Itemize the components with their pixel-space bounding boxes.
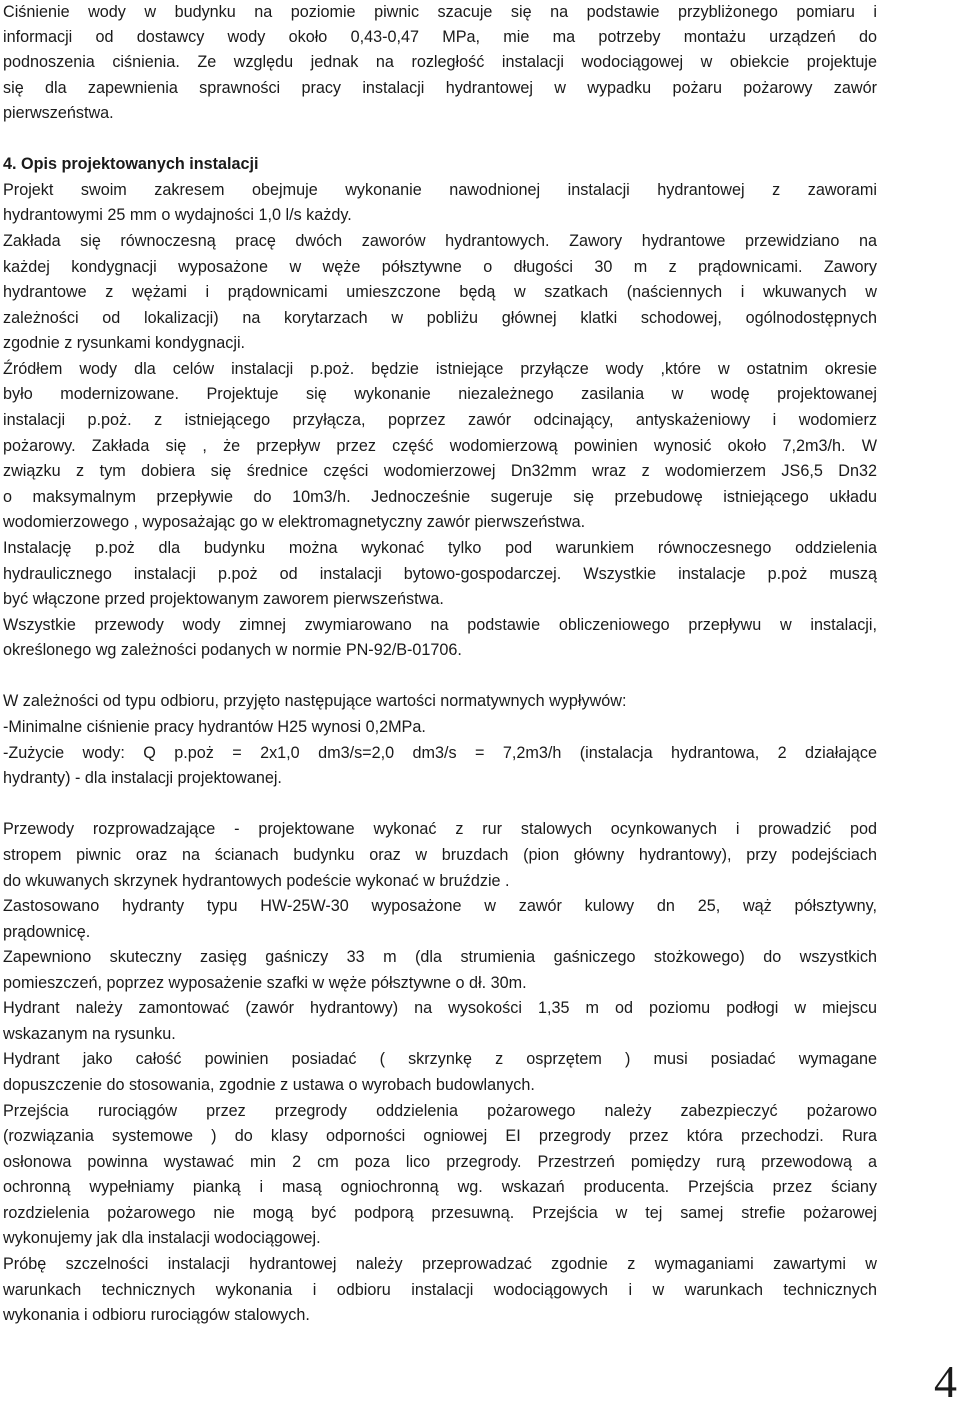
text-line: hydrantowe z wężami i prądownicami umieszczone będą w szatkach (naściennych i wkuwanych w — [3, 283, 877, 301]
text-line: Przewody rozprowadzające - projektowane wykonać z rur stalowych ocynkowanych i prowadzić pod — [3, 820, 877, 838]
text-line: Przejścia rurociągów przez przegrody oddzielenia pożarowego należy zabezpieczyć pożarowo — [3, 1102, 877, 1120]
text-line: Próbę szczelności instalacji hydrantowej należy przeprowadzać zgodnie z wymaganiami zawartymi w — [3, 1255, 877, 1273]
text-line: się dla zapewnienia sprawności pracy instalacji hydrantowej w wypadku pożaru pożarowy zawór — [3, 79, 877, 97]
section-heading: 4. Opis projektowanych instalacji — [3, 155, 259, 173]
text-line: każdej kondygnacji wyposażone w węże półsztywne o długości 30 m z prądownicami. Zawory — [3, 258, 877, 276]
text-line: osłonowa powinna wystawać min 2 cm poza lico przegrody. Przestrzeń pomiędzy rurą przewodową a — [3, 1153, 877, 1171]
text-line: wykonujemy jak dla instalacji wodociągowej. — [3, 1229, 321, 1247]
text-line: -Zużycie wody: Q p.poż = 2x1,0 dm3/s=2,0 dm3/s = 7,2m3/h (instalacja hydrantowa, 2 działające — [3, 744, 877, 762]
text-line: Źródłem wody dla celów instalacji p.poż. będzie istniejące przyłącze wody ,które w ostatnim okresie — [3, 360, 877, 378]
text-line: zgodnie z rysunkami kondygnacji. — [3, 334, 246, 352]
text-line: do wkuwanych skrzynek hydrantowych podeście wykonać w bruździe . — [3, 872, 510, 890]
page-number: 4 — [934, 1356, 957, 1407]
text-line: Zastosowano hydranty typu HW-25W-30 wyposażone w zawór kulowy dn 25, wąż półsztywny, — [3, 897, 877, 915]
text-line: dopuszczenie do stosowania, zgodnie z ustawa o wyrobach budowlanych. — [3, 1076, 535, 1094]
text-line: pożarowy. Zakłada się , że przepływ przez część wodomierzową powinien wynosić około 7,2m3/h. W — [3, 437, 877, 455]
text-line: hydranty) - dla instalacji projektowanej. — [3, 769, 282, 787]
text-line: pomieszczeń, poprzez wyposażenie szafki w węże półsztywne o dł. 30m. — [3, 974, 527, 992]
text-line: stropem piwnic oraz na ścianach budynku oraz w bruzdach (pion główny hydrantowy), przy podejściach — [3, 846, 877, 864]
text-line: Instalację p.poż dla budynku można wykonać tylko pod warunkiem równoczesnego oddzielenia — [3, 539, 877, 557]
text-line: informacji od dostawcy wody około 0,43-0,47 MPa, mie ma potrzeby montażu urządzeń do — [3, 28, 877, 46]
text-line: wskazanym na rysunku. — [3, 1025, 176, 1043]
text-line: warunkach technicznych wykonania i odbioru instalacji wodociągowych i w warunkach technicznych — [3, 1281, 877, 1299]
text-line: wykonania i odbioru rurociągów stalowych. — [3, 1306, 310, 1324]
text-line: pierwszeństwa. — [3, 104, 114, 122]
text-line: było modernizowane. Projektuje się wykonanie niezależnego zasilania w wodę projektowanej — [3, 385, 877, 403]
text-line: o maksymalnym przepływie do 10m3/h. Jednocześnie sugeruje się przebudowę istniejącego układu — [3, 488, 877, 506]
text-line: Zapewniono skuteczny zasięg gaśniczy 33 m (dla strumienia gaśniczego stożkowego) do wszystkich — [3, 948, 877, 966]
text-line: Hydrant jako całość powinien posiadać ( skrzynkę z osprzętem ) musi posiadać wymagane — [3, 1050, 877, 1068]
text-line: określonego wg zależności podanych w normie PN-92/B-01706. — [3, 641, 462, 659]
text-line: -Minimalne ciśnienie pracy hydrantów H25 wynosi 0,2MPa. — [3, 718, 426, 736]
text-line: Ciśnienie wody w budynku na poziomie piwnic szacuje się na podstawie przybliżonego pomiaru i — [3, 3, 877, 21]
text-line: hydrantowymi 25 mm o wydajności 1,0 l/s każdy. — [3, 206, 352, 224]
text-line: Hydrant należy zamontować (zawór hydrantowy) na wysokości 1,35 m od poziomu podłogi w miejscu — [3, 999, 877, 1017]
text-line: związku z tym dobiera się średnice części wodomierzowej Dn32mm wraz z wodomierzem JS6,5 Dn32 — [3, 462, 877, 480]
text-line: zależności od lokalizacji) na korytarzach w pobliżu głównej klatki schodowej, ogólnodostępnych — [3, 309, 877, 327]
text-line: (rozwiązania systemowe ) do klasy odporności ogniowej EI przegrody przez która przechodzi. Rura — [3, 1127, 877, 1145]
text-line: podnoszenia ciśnienia. Ze względu jednak na rozległość instalacji wodociągowej w obiekcie projektuje — [3, 53, 877, 71]
text-line: W zależności od typu odbioru, przyjęto następujące wartości normatywnych wypływów: — [3, 692, 627, 710]
text-line: prądownicę. — [3, 923, 91, 941]
text-line: być włączone przed projektowanym zaworem pierwszeństwa. — [3, 590, 444, 608]
text-line: wodomierzowego , wyposażając go w elektromagnetyczny zawór pierwszeństwa. — [3, 513, 586, 531]
text-line: Projekt swoim zakresem obejmuje wykonanie nawodnionej instalacji hydrantowej z zaworami — [3, 181, 877, 199]
text-line: hydraulicznego instalacji p.poż od instalacji bytowo-gospodarczej. Wszystkie instalacje p.poż muszą — [3, 565, 877, 583]
text-line: Zakłada się równoczesną pracę dwóch zaworów hydrantowych. Zawory hydrantowe przewidziano na — [3, 232, 877, 250]
text-line: instalacji p.poż. z istniejącego przyłącza, poprzez zawór odcinający, antyskażeniowy i wodomierz — [3, 411, 877, 429]
text-line: rozdzielenia pożarowego nie mogą być podporą przesuwną. Przejścia w tej samej strefie pożarowej — [3, 1204, 877, 1222]
text-line: Wszystkie przewody wody zimnej zwymiarowano na podstawie obliczeniowego przepływu w instalacji, — [3, 616, 877, 634]
text-line: ochronną wypełniamy pianką i masą ogniochronną wg. wskazań producenta. Przejścia przez ściany — [3, 1178, 877, 1196]
